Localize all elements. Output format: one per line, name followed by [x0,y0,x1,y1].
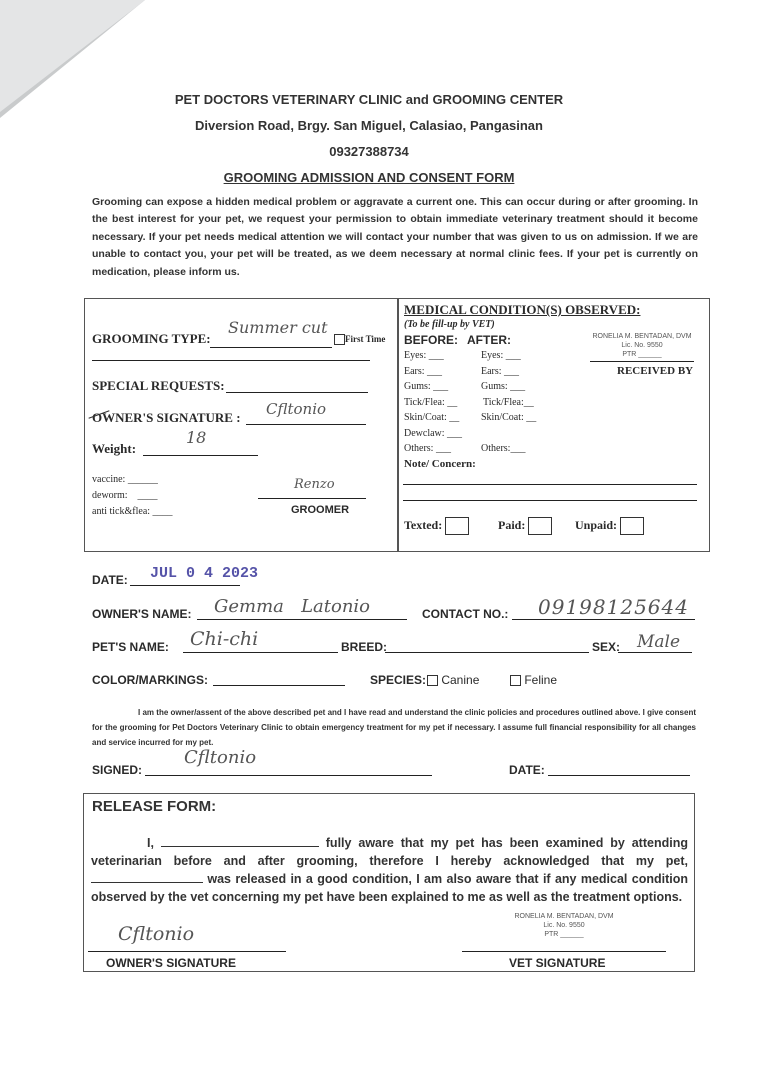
panel-divider [397,299,399,551]
vet-signature-line [462,951,666,952]
release-owner-signature-label: OWNER'S SIGNATURE [106,956,236,970]
species-feline-option[interactable] [510,673,557,687]
deworm-label: deworm: ____ [92,490,158,501]
grooming-type-line [210,347,332,348]
pet-name-label: PET'S NAME: [92,640,169,654]
owner-name-line [197,619,407,620]
texted-field[interactable] [404,517,469,535]
contact-label: CONTACT NO.: [422,607,509,621]
owner-name-value[interactable]: Gemma Latonio [214,596,371,617]
weight-value[interactable]: 18 [186,428,207,447]
owner-signature-label: OWNER'S SIGNATURE : [92,410,241,425]
first-time-checkbox-row[interactable] [334,334,385,345]
check-after-6[interactable]: Others:___ [481,443,526,454]
first-time-checkbox[interactable] [334,334,345,345]
paid-box[interactable] [528,517,552,535]
unpaid-box[interactable] [620,517,644,535]
consent-text: I am the owner/assent of the above described pet and I have read and understand the clinic policies and procedures outlined above. I give consent for the grooming for Pet Doctors Veterinary Clinic to obtain emergency treatment for my pet if necessary. I assume full financial responsibility for all changes and service incurred for my pet. [92,708,696,747]
paid-field[interactable] [498,517,552,535]
unpaid-field[interactable] [575,517,644,535]
check-after-3[interactable]: Tick/Flea:__ [483,397,534,408]
groomer-line [258,498,366,499]
grooming-type-value[interactable]: Summer cut [228,318,328,337]
vet-stamp-bottom: RONELIA M. BENTADAN, DVM Lic. No. 9550 PTR ______ [514,913,614,938]
signed-line [145,775,432,776]
pet-name-value[interactable]: Chi-chi [190,628,259,650]
check-after-4[interactable]: Skin/Coat: __ [481,412,537,423]
form-title: GROOMING ADMISSION AND CONSENT FORM [223,170,515,185]
date-value[interactable]: JUL 0 4 2023 [150,565,259,582]
medical-subtitle: (To be fill-up by VET) [404,319,495,330]
owner-name-label: OWNER'S NAME: [92,607,192,621]
special-requests-label: SPECIAL REQUESTS: [92,378,225,393]
consent-date-line[interactable] [548,775,690,776]
release-title: RELEASE FORM: [92,798,217,815]
color-label: COLOR/MARKINGS: [92,673,208,687]
paid-label: Paid: [498,517,526,532]
check-after-1[interactable]: Ears: ___ [481,366,520,377]
vaccine-label: vaccine: ______ [92,474,158,485]
after-label: AFTER: [467,333,511,347]
feline-checkbox[interactable] [510,675,521,686]
intro-paragraph: Grooming can expose a hidden medical problem or aggravate a current one. This can occur during or after grooming. In the best interest for your pet, we request your permission to obtain immediate veterinary treatment should it become necessary. If your pet needs medical attention we will contact your number that was given to us on admission. If we are unable to contact you, your pet will be treated, as we deem necessary at normal clinic fees. If your pet is currently on medication, please inform us. [92,196,698,278]
canine-label: Canine [441,673,480,687]
pet-name-line [183,652,338,653]
release-owner-signature-line [88,951,286,952]
owner-signature-value[interactable]: Cfltonio [266,400,327,418]
note-label: Note/ Concern: [404,458,476,470]
medical-title: MEDICAL CONDITION(S) OBSERVED: [404,302,641,317]
check-before-4[interactable]: Skin/Coat: __ [404,412,460,423]
clinic-phone: 09327388734 [329,144,409,159]
vet-stamp-top: RONELIA M. BENTADAN, DVM Lic. No. 9550 PTR ______ [592,333,692,358]
check-before-2[interactable]: Gums: ___ [404,381,449,392]
texted-label: Texted: [404,517,443,532]
species-label: SPECIES: [370,673,427,687]
date-label: DATE: [92,573,128,587]
grooming-type-label: GROOMING TYPE: [92,331,211,346]
special-requests-line[interactable] [226,392,368,393]
anti-tick-label: anti tick&flea: ____ [92,506,173,517]
contact-value[interactable]: 09198125644 [538,595,689,619]
note-line-2[interactable] [403,500,697,501]
sex-label: SEX: [592,640,621,654]
unpaid-label: Unpaid: [575,517,618,532]
weight-line [143,455,258,456]
clinic-name: PET DOCTORS VETERINARY CLINIC and GROOMING CENTER [174,92,564,107]
signed-label: SIGNED: [92,763,143,777]
owner-signature-line [246,424,366,425]
check-after-2[interactable]: Gums: ___ [481,381,526,392]
release-owner-signature-value[interactable]: Cfltonio [118,923,195,945]
signed-value[interactable]: Cfltonio [184,747,257,768]
received-by-label: RECEIVED BY [617,365,694,377]
texted-box[interactable] [445,517,469,535]
date-line [130,585,240,586]
groomer-value[interactable]: Renzo [294,477,335,492]
note-line-1[interactable] [403,484,697,485]
check-before-0[interactable]: Eyes: ___ [404,350,444,361]
check-before-6[interactable]: Others: ___ [404,443,451,454]
breed-line[interactable] [385,652,589,653]
first-time-label: First Time [345,334,386,344]
weight-label: Weight: [92,441,137,456]
check-before-1[interactable]: Ears: ___ [404,366,443,377]
received-by-line [590,361,694,362]
check-after-0[interactable]: Eyes: ___ [481,350,521,361]
breed-label: BREED: [341,640,388,654]
consent-date-label: DATE: [509,763,545,777]
check-before-5[interactable]: Dewclaw: ___ [404,428,463,439]
sex-line [618,652,692,653]
release-name-blank[interactable] [161,846,319,847]
color-line[interactable] [213,685,345,686]
grooming-type-line-2 [92,360,370,361]
release-pet-blank[interactable] [91,882,203,883]
groomer-label: GROOMER [291,504,350,516]
before-label: BEFORE: [404,333,458,347]
canine-checkbox[interactable] [427,675,438,686]
release-paragraph: I, fully aware that my pet has been examined by attending veterinarian before and after grooming, therefore I hereby acknowledged that my pet, was released in a good condition, I am also aware that if any medical condition observed by the vet concerning my pet have been explained to me as well as the treatment options. [91,836,688,904]
check-before-3[interactable]: Tick/Flea: __ [404,397,458,408]
clinic-address: Diversion Road, Brgy. San Miguel, Calasiao, Pangasinan [195,118,543,133]
vet-signature-label: VET SIGNATURE [509,956,606,970]
sex-value[interactable]: Male [637,632,681,652]
species-canine-option[interactable] [427,673,479,687]
feline-label: Feline [524,673,558,687]
contact-line [512,619,695,620]
